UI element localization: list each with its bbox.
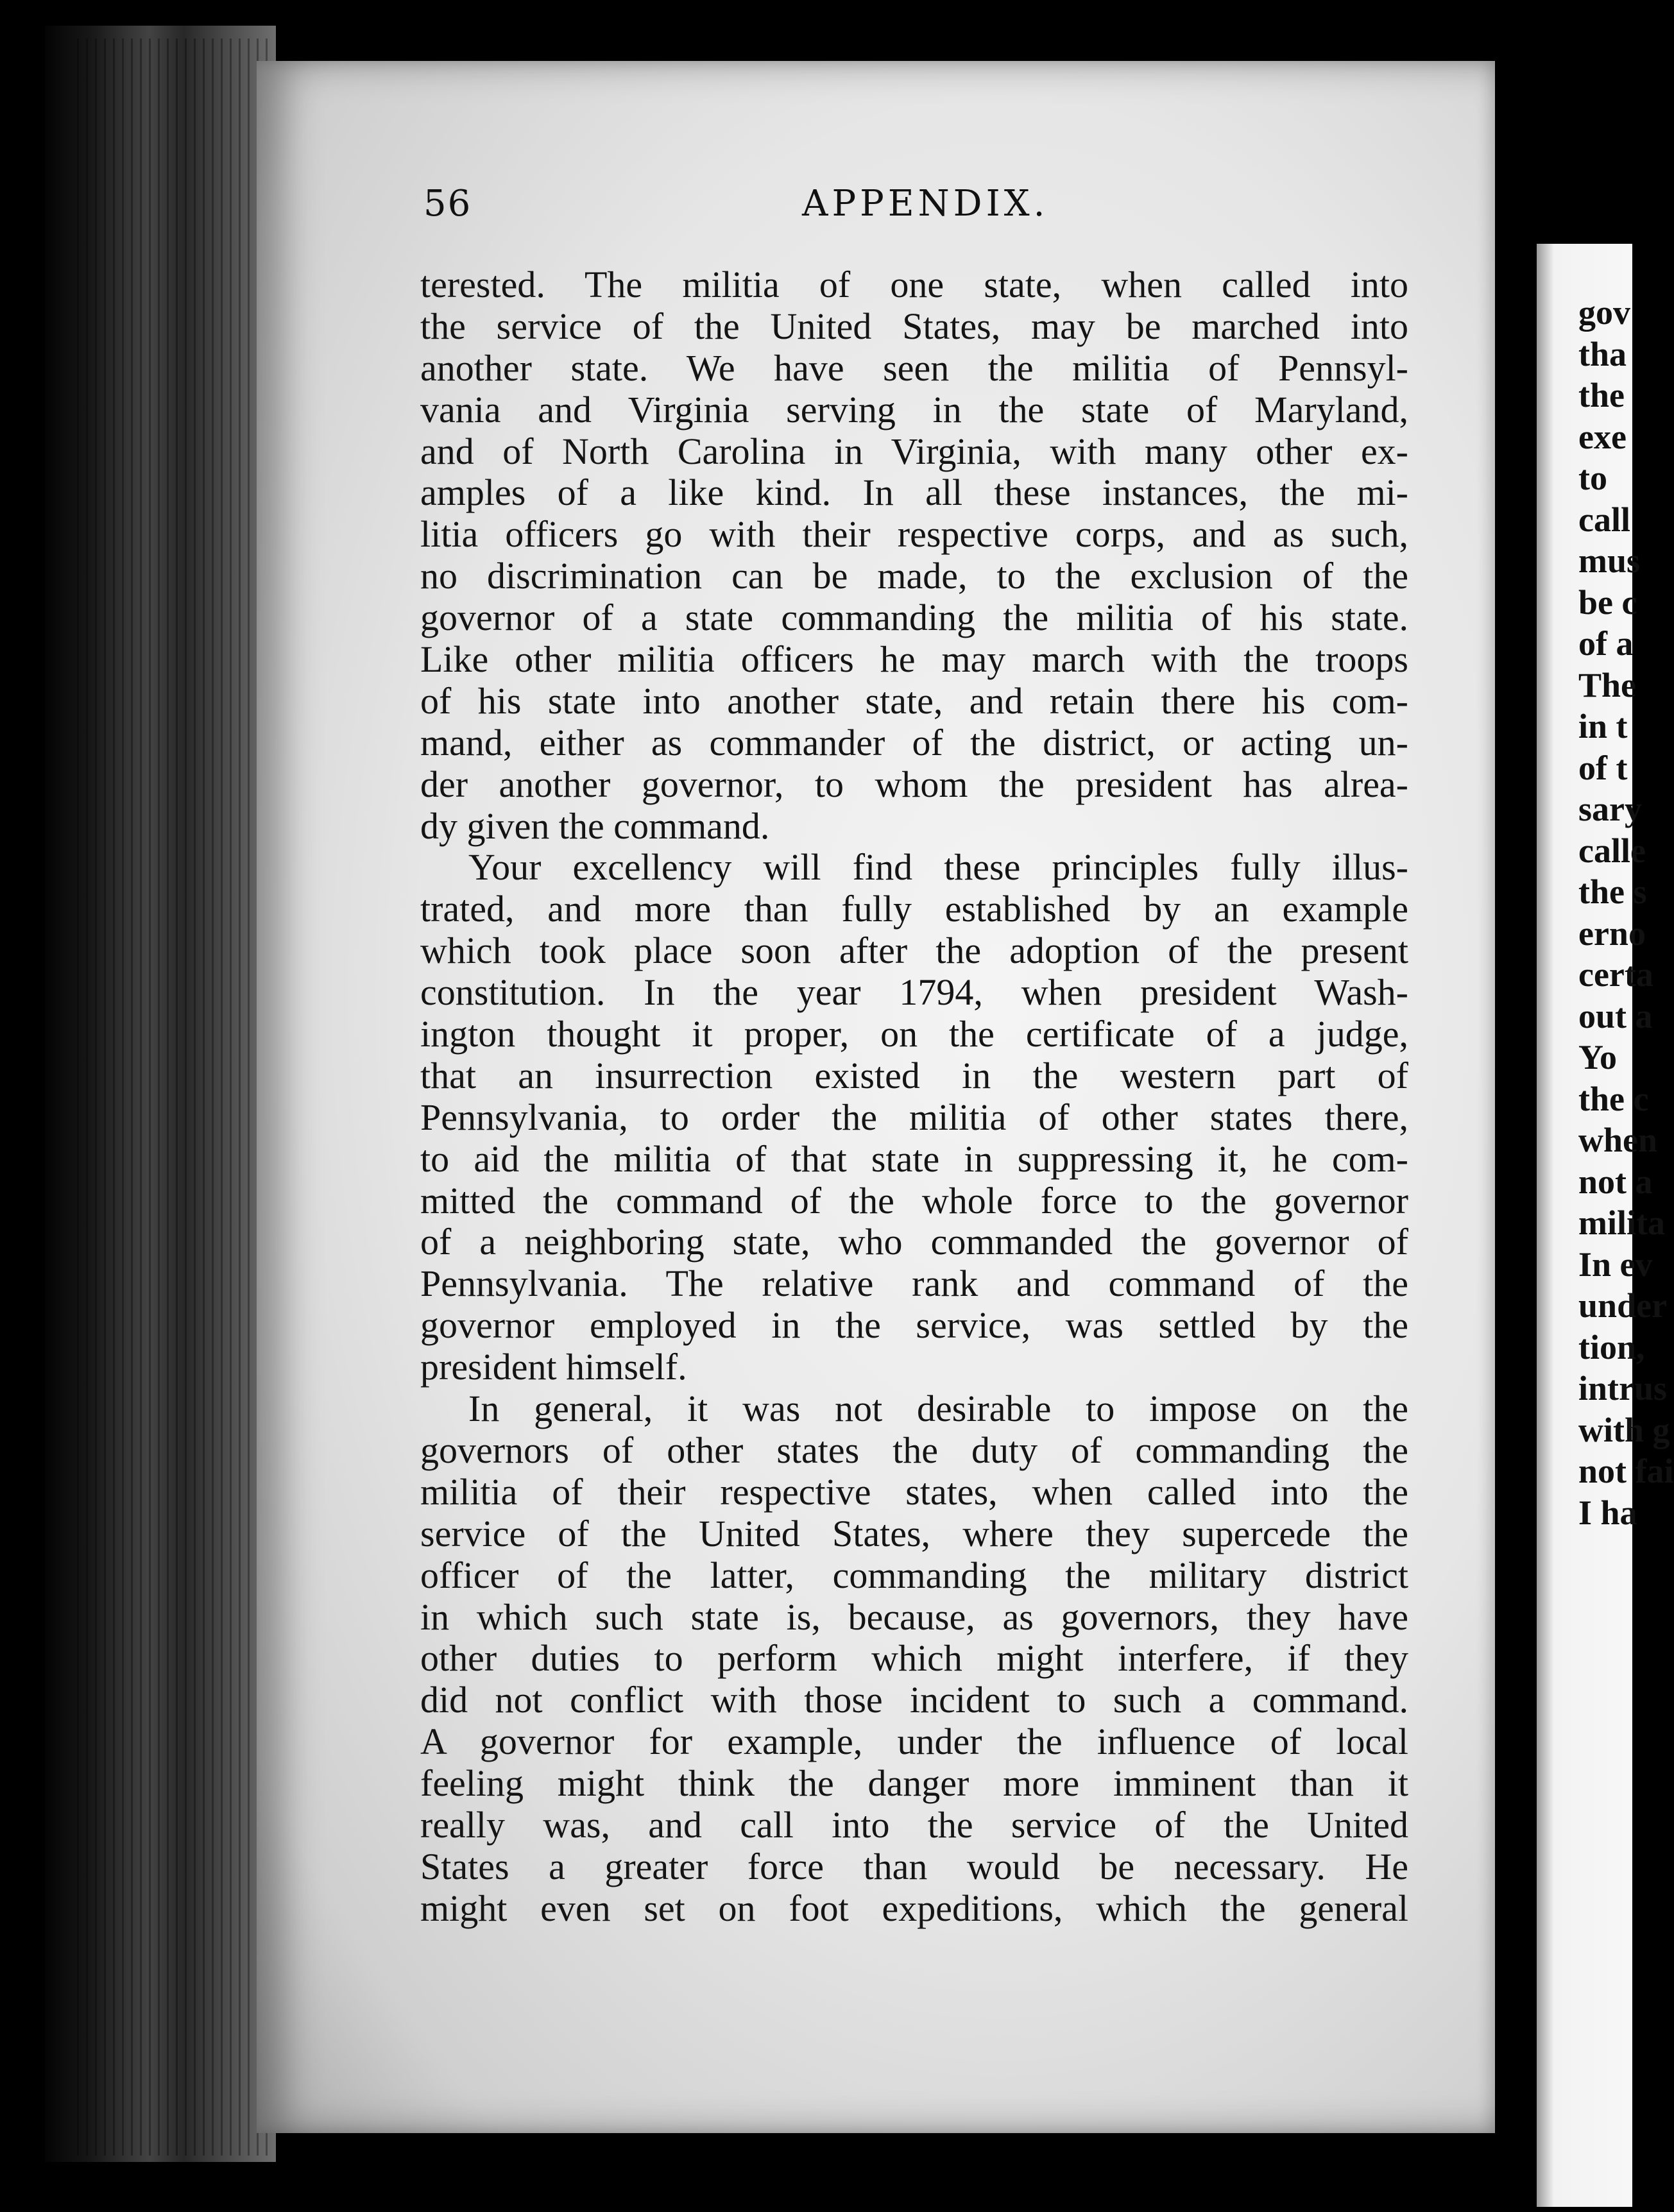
- facing-page-line: intrus: [1578, 1369, 1668, 1408]
- facing-page-line: erno: [1578, 914, 1646, 953]
- text-line: in which such state is, because, as governors, they have: [420, 1595, 1408, 1638]
- text-line: and of North Carolina in Virginia, with many other ex-: [420, 430, 1408, 472]
- facing-page-line: sary: [1578, 790, 1642, 828]
- facing-page-text: [1578, 292, 1674, 1533]
- text-line: litia officers go with their respective corps, and as such,: [420, 513, 1408, 556]
- text-line: the service of the United States, may be marched into: [420, 305, 1408, 347]
- text-line: Pennsylvania. The relative rank and command of the: [420, 1263, 1408, 1305]
- facing-page-line: exe: [1578, 417, 1627, 456]
- text-line: militia of their respective states, when called into the: [420, 1470, 1408, 1513]
- facing-page-line: call: [1578, 500, 1630, 539]
- facing-page-line: calle: [1578, 831, 1646, 870]
- facing-page-line: be c: [1578, 583, 1637, 622]
- text-line: did not conflict with those incident to such a command.: [420, 1679, 1408, 1721]
- facing-page-line: mus: [1578, 541, 1641, 580]
- text-line: Like other militia officers he may march with the troops: [420, 638, 1408, 681]
- text-line: governors of other states the duty of commanding the: [420, 1429, 1408, 1471]
- facing-page-line: the c: [1578, 1079, 1649, 1118]
- facing-page-line: with g: [1578, 1410, 1670, 1449]
- text-line: Pennsylvania, to order the militia of other states there,: [420, 1096, 1408, 1138]
- text-line: der another governor, to whom the president has alrea-: [420, 763, 1408, 805]
- facing-page-line: Yo: [1578, 1038, 1618, 1076]
- facing-page-line: gov: [1578, 293, 1630, 332]
- text-line: really was, and call into the service of the United: [420, 1803, 1408, 1846]
- text-line: other duties to perform which might interfere, if they: [420, 1637, 1408, 1680]
- text-line: feeling might think the danger more imminent than it: [420, 1762, 1408, 1805]
- facing-page-line: I ha: [1578, 1493, 1637, 1532]
- text-line: another state. We have seen the militia of Pennsyl-: [420, 346, 1408, 389]
- facing-page-line: tha: [1578, 334, 1627, 373]
- text-line: amples of a like kind. In all these instances, the mi-: [420, 472, 1408, 514]
- facing-page-line: of a: [1578, 624, 1634, 663]
- text-line: mitted the command of the whole force to the governor: [420, 1179, 1408, 1221]
- text-line: might even set on foot expeditions, which the general: [420, 1887, 1408, 1929]
- facing-page-line: of t: [1578, 748, 1628, 787]
- text-line: president himself.: [420, 1346, 687, 1388]
- text-line: to aid the militia of that state in suppressing it, he com-: [420, 1137, 1408, 1180]
- facing-page-line: the: [1578, 376, 1625, 414]
- facing-page-line: not fai: [1578, 1452, 1674, 1490]
- facing-page-line: certa: [1578, 955, 1653, 994]
- text-line: trated, and more than fully established by an example: [420, 888, 1408, 930]
- text-line: governor employed in the service, was settled by the: [420, 1304, 1408, 1347]
- gutter-shadow: [1508, 90, 1540, 2207]
- facing-page-line: in t: [1578, 707, 1628, 745]
- facing-page-line: milita: [1578, 1204, 1665, 1242]
- text-line: governor of a state commanding the militia of his state.: [420, 597, 1408, 639]
- text-line: ington thought it proper, on the certificate of a judge,: [420, 1013, 1408, 1055]
- text-line: which took place soon after the adoption of the present: [420, 930, 1408, 972]
- page-header: [423, 183, 1405, 241]
- text-line: vania and Virginia serving in the state of Maryland,: [420, 388, 1408, 430]
- text-line: officer of the latter, commanding the military district: [420, 1554, 1408, 1596]
- text-line: In general, it was not desirable to impose on the: [468, 1388, 1408, 1430]
- facing-page-line: The: [1578, 665, 1637, 704]
- body-text: [420, 264, 1408, 1930]
- text-line: of his state into another state, and retain there his com-: [420, 679, 1408, 722]
- facing-page-line: when: [1578, 1121, 1658, 1159]
- text-line: mand, either as commander of the district, or acting un-: [420, 721, 1408, 763]
- text-line: service of the United States, where they supercede the: [420, 1512, 1408, 1554]
- text-line: no discrimination can be made, to the exclusion of the: [420, 555, 1408, 597]
- page-edges: [77, 38, 269, 2156]
- page-number: 56: [423, 183, 472, 225]
- text-line: of a neighboring state, who commanded the governor of: [420, 1221, 1408, 1263]
- running-head: APPENDIX.: [802, 183, 1049, 225]
- text-line: that an insurrection existed in the western part of: [420, 1054, 1408, 1096]
- facing-page-line: out a: [1578, 996, 1653, 1035]
- text-line: terested. The militia of one state, when called into: [420, 264, 1408, 305]
- text-line: constitution. In the year 1794, when president Wash-: [420, 971, 1408, 1014]
- facing-page-line: tion,: [1578, 1327, 1645, 1366]
- text-line: Your excellency will find these principles fully illus-: [468, 846, 1408, 889]
- facing-page-line: not a: [1578, 1162, 1653, 1201]
- facing-page-line: under: [1578, 1286, 1668, 1325]
- facing-page-line: the s: [1578, 872, 1647, 911]
- facing-page-line: In ev: [1578, 1245, 1653, 1284]
- text-line: dy given the command.: [420, 804, 770, 847]
- facing-page-line: to: [1578, 459, 1607, 497]
- text-line: A governor for example, under the influence of local: [420, 1721, 1408, 1763]
- text-line: States a greater force than would be necessary. He: [420, 1845, 1408, 1887]
